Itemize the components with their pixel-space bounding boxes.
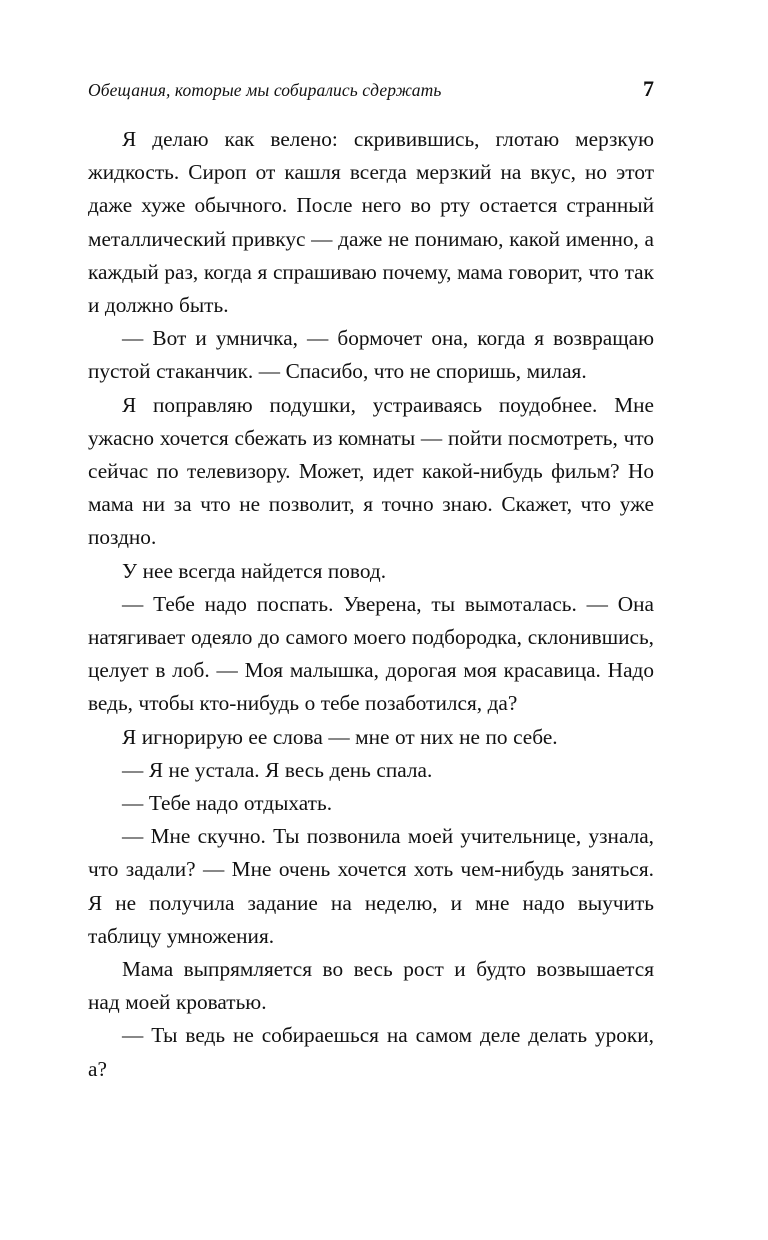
paragraph: — Вот и умничка, — бормочет она, когда я возвращаю пустой стаканчик. — Спасибо, что не споришь, милая. [88, 326, 654, 384]
page-content [88, 78, 654, 1086]
running-head [88, 78, 654, 101]
paragraph: Я поправляю подушки, устраиваясь поудобнее. Мне ужасно хочется сбежать из комнаты — пойти посмотреть, что сейчас по телевизору. Может, идет какой-нибудь фильм? Но мама ни за что не позволит, я точно знаю. Скажет, что уже поздно. [88, 392, 654, 550]
page-number: 7 [643, 76, 654, 101]
running-title: Обещания, которые мы собирались сдержать [88, 80, 442, 100]
paragraph: Я делаю как велено: скривившись, глотаю мерзкую жидкость. Сироп от кашля всегда мерзкий на вкус, но этот даже хуже обычного. После него во рту остается странный металлический привкус — даже не понимаю, какой именно, а каждый раз, когда я спрашиваю почему, мама говорит, что так и должно быть. [88, 127, 654, 318]
paragraph: Я игнорирую ее слова — мне от них не по себе. [122, 724, 558, 749]
paragraph: Мама выпрямляется во весь рост и будто возвышается над моей кроватью. [88, 957, 654, 1015]
paragraph: — Тебе надо отдыхать. [122, 791, 333, 816]
paragraph: — Мне скучно. Ты позвонила моей учительнице, узнала, что задали? — Мне очень хочется хоть чем-нибудь заняться. Я не получила задание на неделю, и мне надо выучить таблицу умножения. [88, 824, 654, 948]
paragraph: — Ты ведь не собираешься на самом деле делать уроки, а? [88, 1023, 654, 1081]
paragraph: — Я не устала. Я весь день спала. [122, 757, 433, 782]
body-text [88, 123, 654, 1086]
paragraph: У нее всегда найдется повод. [122, 558, 387, 583]
paragraph: — Тебе надо поспать. Уверена, ты вымоталась. — Она натягивает одеяло до самого моего подбородка, склонившись, целует в лоб. — Моя малышка, дорогая моя красавица. Надо ведь, чтобы кто-нибудь о тебе позаботился, да? [88, 591, 654, 716]
